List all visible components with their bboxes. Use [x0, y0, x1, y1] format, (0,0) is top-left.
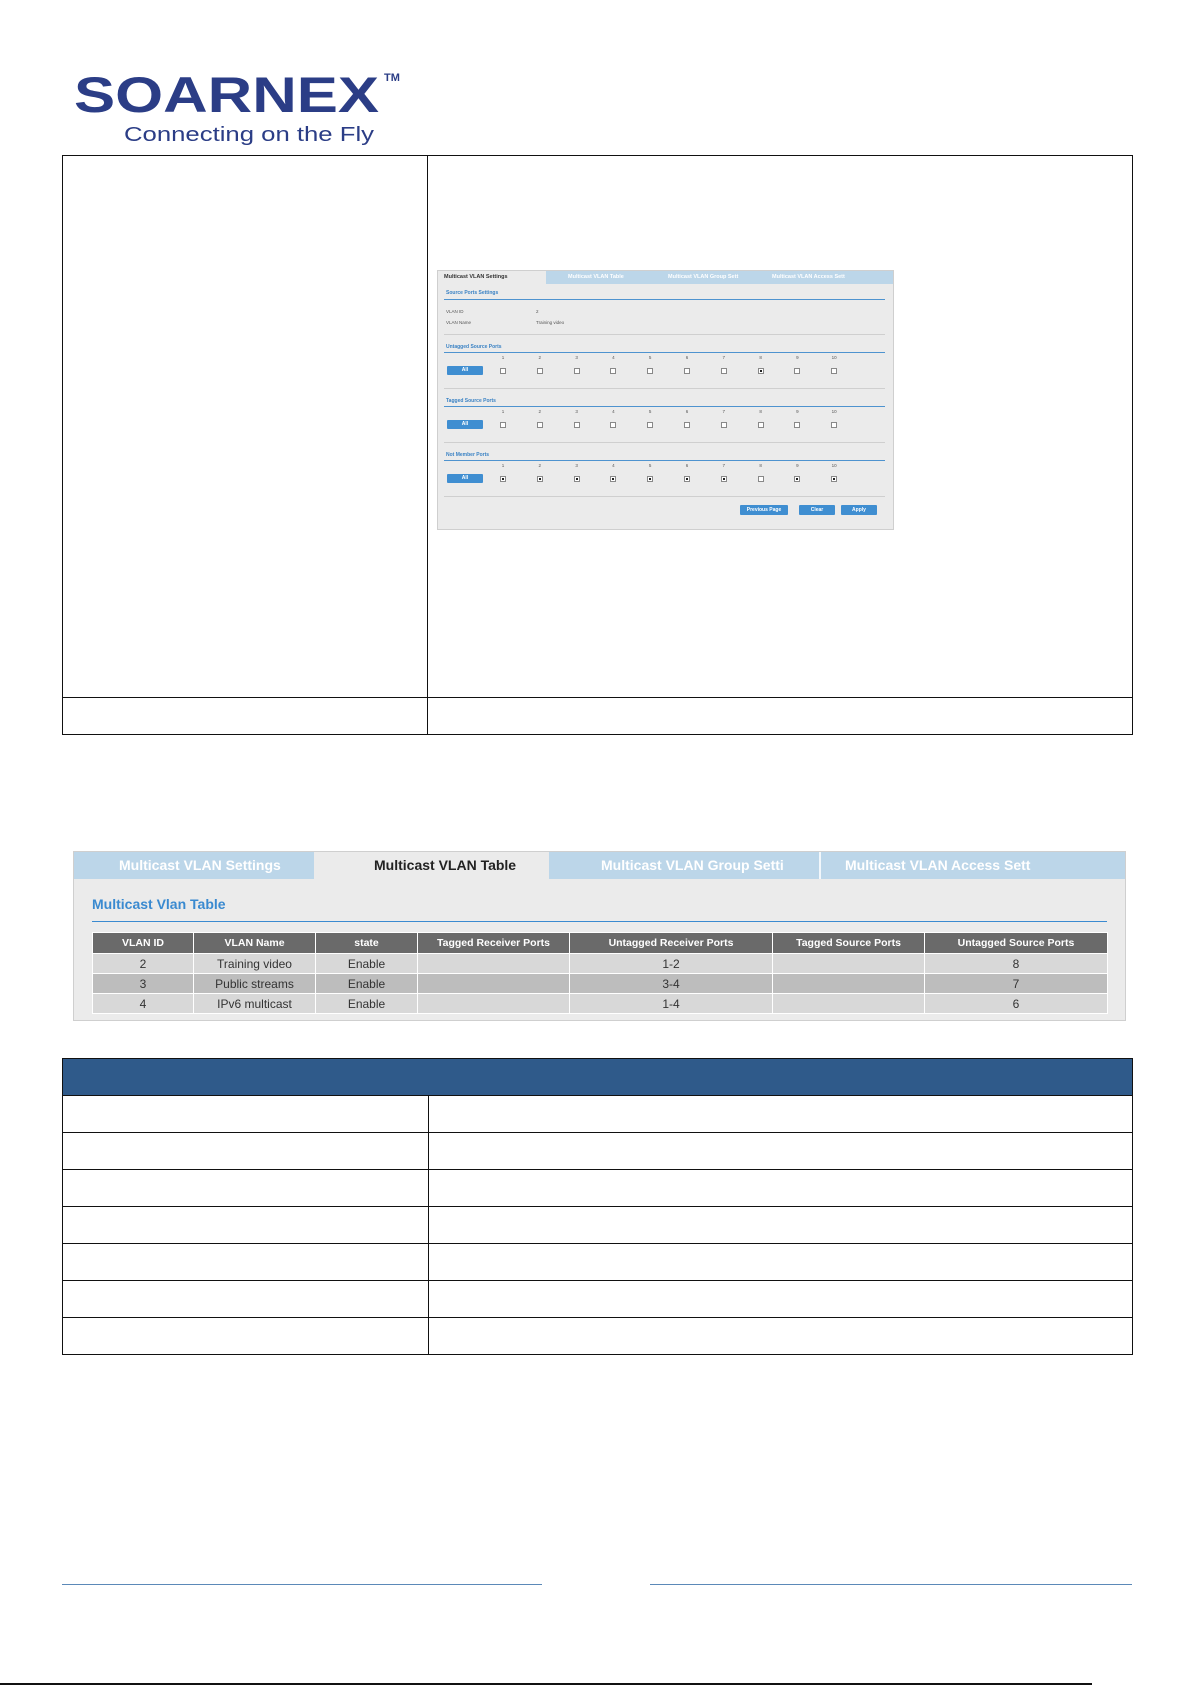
tagged-port-checkbox[interactable]	[794, 422, 800, 428]
untagged-port-checkbox[interactable]	[758, 368, 764, 374]
vlan-id-label: VLAN ID	[446, 309, 464, 314]
vlan-name-value: Training video	[536, 320, 565, 325]
tagged-port-checkbox[interactable]	[831, 422, 837, 428]
tagged-port-number: 4	[612, 409, 615, 414]
cell-untagged-source: 8	[925, 954, 1108, 974]
tagged-port-checkbox[interactable]	[610, 422, 616, 428]
untagged-port-number: 9	[796, 355, 799, 360]
untagged-port-checkbox[interactable]	[537, 368, 543, 374]
tagged-port-checkbox[interactable]	[537, 422, 543, 428]
table-cell	[63, 698, 428, 735]
table-row	[63, 1281, 1133, 1318]
divider	[444, 299, 885, 300]
table-row	[63, 1207, 1133, 1244]
tagged-all-button[interactable]: All	[447, 420, 483, 429]
section-title-tagged: Tagged Source Ports	[446, 398, 496, 404]
untagged-port-number: 2	[538, 355, 542, 360]
vlan-id-value: 2	[536, 309, 539, 314]
table-cell	[63, 1281, 429, 1318]
untagged-port-checkbox[interactable]	[647, 368, 653, 374]
tagged-port-checkbox[interactable]	[758, 422, 764, 428]
tagged-port-number: 2	[538, 409, 542, 414]
title-underline	[92, 921, 1107, 922]
table-row	[63, 698, 1133, 735]
not-member-port-number: 8	[759, 463, 762, 468]
untagged-port-number: 8	[759, 355, 762, 360]
untagged-port-number: 5	[648, 355, 652, 360]
cell-tagged-source	[773, 954, 925, 974]
multicast-vlan-table	[92, 932, 1108, 1014]
tagged-port-checkbox[interactable]	[721, 422, 727, 428]
column-header-vlan-name: VLAN Name	[194, 933, 316, 954]
svg-text:TM: TM	[384, 72, 400, 84]
section-title-source-ports: Source Ports Settings	[446, 290, 499, 296]
divider	[444, 352, 885, 353]
cell-untagged-source: 7	[925, 974, 1108, 994]
cell-vlan-name: IPv6 multicast	[194, 994, 316, 1014]
table-cell	[63, 1318, 429, 1355]
tagged-port-number: 8	[759, 409, 762, 414]
divider	[444, 460, 885, 461]
table-cell	[428, 698, 1133, 735]
untagged-port-checkbox[interactable]	[794, 368, 800, 374]
cell-state: Enable	[316, 994, 418, 1014]
table-cell	[63, 1170, 429, 1207]
tab-multicast-vlan-settings[interactable]: Multicast VLAN Settings	[438, 271, 546, 284]
table-header-row	[93, 933, 1108, 954]
tagged-port-number: 6	[685, 409, 689, 414]
not-member-port-number: 3	[575, 463, 578, 468]
svg-text:SOARNEX: SOARNEX	[74, 68, 379, 123]
vlan-table-title: Multicast Vlan Table	[92, 896, 226, 912]
table-cell	[429, 1281, 1133, 1318]
cell-tagged-source	[773, 994, 925, 1014]
tagged-port-number: 1	[501, 409, 505, 414]
cell-untagged-source: 6	[925, 994, 1108, 1014]
not-member-port-number: 1	[501, 463, 505, 468]
cell-vlan-id: 4	[93, 994, 194, 1014]
table-row	[93, 954, 1108, 974]
divider	[444, 406, 885, 407]
tagged-port-checkbox[interactable]	[684, 422, 690, 428]
not-member-port-number: 10	[831, 463, 837, 468]
tab-multicast-vlan-table[interactable]: Multicast VLAN Table	[568, 274, 624, 280]
tab-multicast-vlan-access[interactable]: Multicast VLAN Access Sett	[845, 857, 1031, 873]
not-member-port-checkbox[interactable]	[831, 476, 837, 482]
table-cell	[429, 1096, 1133, 1133]
section-title-untagged: Untagged Source Ports	[446, 344, 502, 350]
untagged-port-number: 10	[831, 355, 837, 360]
column-header-untagged-source: Untagged Source Ports	[925, 933, 1108, 954]
description-table-bottom	[62, 1058, 1133, 1355]
tagged-port-number: 5	[648, 409, 652, 414]
untagged-port-number: 3	[575, 355, 578, 360]
cell-vlan-id: 3	[93, 974, 194, 994]
table-row	[93, 974, 1108, 994]
tagged-port-number: 7	[722, 409, 726, 414]
tab-multicast-vlan-settings[interactable]: Multicast VLAN Settings	[119, 857, 281, 873]
footer-line-left	[62, 1584, 542, 1585]
cell-tagged-receiver	[418, 994, 570, 1014]
tab-multicast-vlan-table[interactable]: Multicast VLAN Table	[314, 852, 549, 879]
table-cell	[429, 1170, 1133, 1207]
table-cell	[429, 1133, 1133, 1170]
tagged-port-checkbox[interactable]	[647, 422, 653, 428]
footer-line-right	[650, 1584, 1132, 1585]
table-row	[63, 1133, 1133, 1170]
untagged-port-checkbox[interactable]	[500, 368, 506, 374]
column-header-tagged-receiver: Tagged Receiver Ports	[418, 933, 570, 954]
multicast-vlan-table-screenshot	[73, 851, 1126, 1021]
not-member-port-checkbox[interactable]	[537, 476, 543, 482]
divider	[444, 496, 885, 497]
untagged-port-checkbox[interactable]	[721, 368, 727, 374]
table-row	[63, 1244, 1133, 1281]
cell-untagged-receiver: 3-4	[570, 974, 773, 994]
cell-vlan-name: Public streams	[194, 974, 316, 994]
untagged-port-number: 7	[722, 355, 726, 360]
svg-text:Connecting on the Fly: Connecting on the Fly	[124, 124, 374, 146]
column-header-vlan-id: VLAN ID	[93, 933, 194, 954]
divider	[444, 442, 885, 443]
not-member-port-checkbox[interactable]	[721, 476, 727, 482]
tagged-port-checkbox[interactable]	[500, 422, 506, 428]
untagged-all-button[interactable]: All	[447, 366, 483, 375]
divider	[444, 388, 885, 389]
cell-untagged-receiver: 1-2	[570, 954, 773, 974]
cell-untagged-receiver: 1-4	[570, 994, 773, 1014]
not-member-port-checkbox[interactable]	[684, 476, 690, 482]
previous-page-button[interactable]: Previous Page	[740, 505, 788, 515]
table-cell	[429, 1244, 1133, 1281]
not-member-port-number: 6	[685, 463, 689, 468]
table-cell	[63, 1244, 429, 1281]
clear-button[interactable]: Clear	[799, 505, 835, 515]
untagged-port-checkbox[interactable]	[831, 368, 837, 374]
column-header-untagged-receiver: Untagged Receiver Ports	[570, 933, 773, 954]
cell-state: Enable	[316, 974, 418, 994]
tab-bar	[74, 852, 1125, 879]
not-member-port-checkbox[interactable]	[758, 476, 764, 482]
table-cell	[63, 1207, 429, 1244]
column-header-state: state	[316, 933, 418, 954]
untagged-port-checkbox[interactable]	[684, 368, 690, 374]
not-member-port-number: 4	[612, 463, 615, 468]
not-member-port-number: 9	[796, 463, 799, 468]
column-header-tagged-source: Tagged Source Ports	[773, 933, 925, 954]
tab-separator	[819, 852, 821, 879]
not-member-port-checkbox[interactable]	[610, 476, 616, 482]
company-logo	[74, 68, 414, 148]
table-row	[63, 1170, 1133, 1207]
not-member-port-number: 7	[722, 463, 726, 468]
cell-tagged-source	[773, 974, 925, 994]
page-bottom-rule	[0, 1683, 1092, 1685]
not-member-port-checkbox[interactable]	[500, 476, 506, 482]
tab-bar	[438, 271, 893, 284]
not-member-port-number: 2	[538, 463, 542, 468]
tab-multicast-vlan-access[interactable]: Multicast VLAN Access Sett	[772, 274, 845, 280]
section-title-not-member: Not Member Ports	[446, 452, 490, 458]
table-row	[63, 1096, 1133, 1133]
table-row	[93, 994, 1108, 1014]
multicast-vlan-settings-screenshot	[437, 270, 894, 530]
not-member-port-checkbox[interactable]	[647, 476, 653, 482]
untagged-port-checkbox[interactable]	[610, 368, 616, 374]
table-header-cell	[63, 1059, 1133, 1096]
cell-tagged-receiver	[418, 974, 570, 994]
not-member-port-checkbox[interactable]	[574, 476, 580, 482]
untagged-port-number: 4	[612, 355, 615, 360]
tagged-port-number: 10	[831, 409, 837, 414]
divider	[444, 334, 885, 335]
table-cell	[63, 156, 428, 698]
untagged-port-number: 6	[685, 355, 689, 360]
cell-tagged-receiver	[418, 954, 570, 974]
table-cell	[429, 1318, 1133, 1355]
table-cell	[63, 1096, 429, 1133]
tagged-port-checkbox[interactable]	[574, 422, 580, 428]
cell-state: Enable	[316, 954, 418, 974]
untagged-port-number: 1	[501, 355, 505, 360]
table-cell	[63, 1133, 429, 1170]
tab-multicast-vlan-group[interactable]: Multicast VLAN Group Setti	[601, 857, 784, 873]
tab-multicast-vlan-group[interactable]: Multicast VLAN Group Sett	[668, 274, 739, 280]
tagged-port-number: 9	[796, 409, 799, 414]
vlan-name-label: VLAN Name	[446, 320, 472, 325]
not-member-port-checkbox[interactable]	[794, 476, 800, 482]
cell-vlan-name: Training video	[194, 954, 316, 974]
table-header-row	[63, 1059, 1133, 1096]
table-cell	[429, 1207, 1133, 1244]
not-member-all-button[interactable]: All	[447, 474, 483, 483]
untagged-port-checkbox[interactable]	[574, 368, 580, 374]
not-member-port-number: 5	[648, 463, 652, 468]
cell-vlan-id: 2	[93, 954, 194, 974]
tagged-port-number: 3	[575, 409, 578, 414]
table-row	[63, 1318, 1133, 1355]
apply-button[interactable]: Apply	[841, 505, 877, 515]
